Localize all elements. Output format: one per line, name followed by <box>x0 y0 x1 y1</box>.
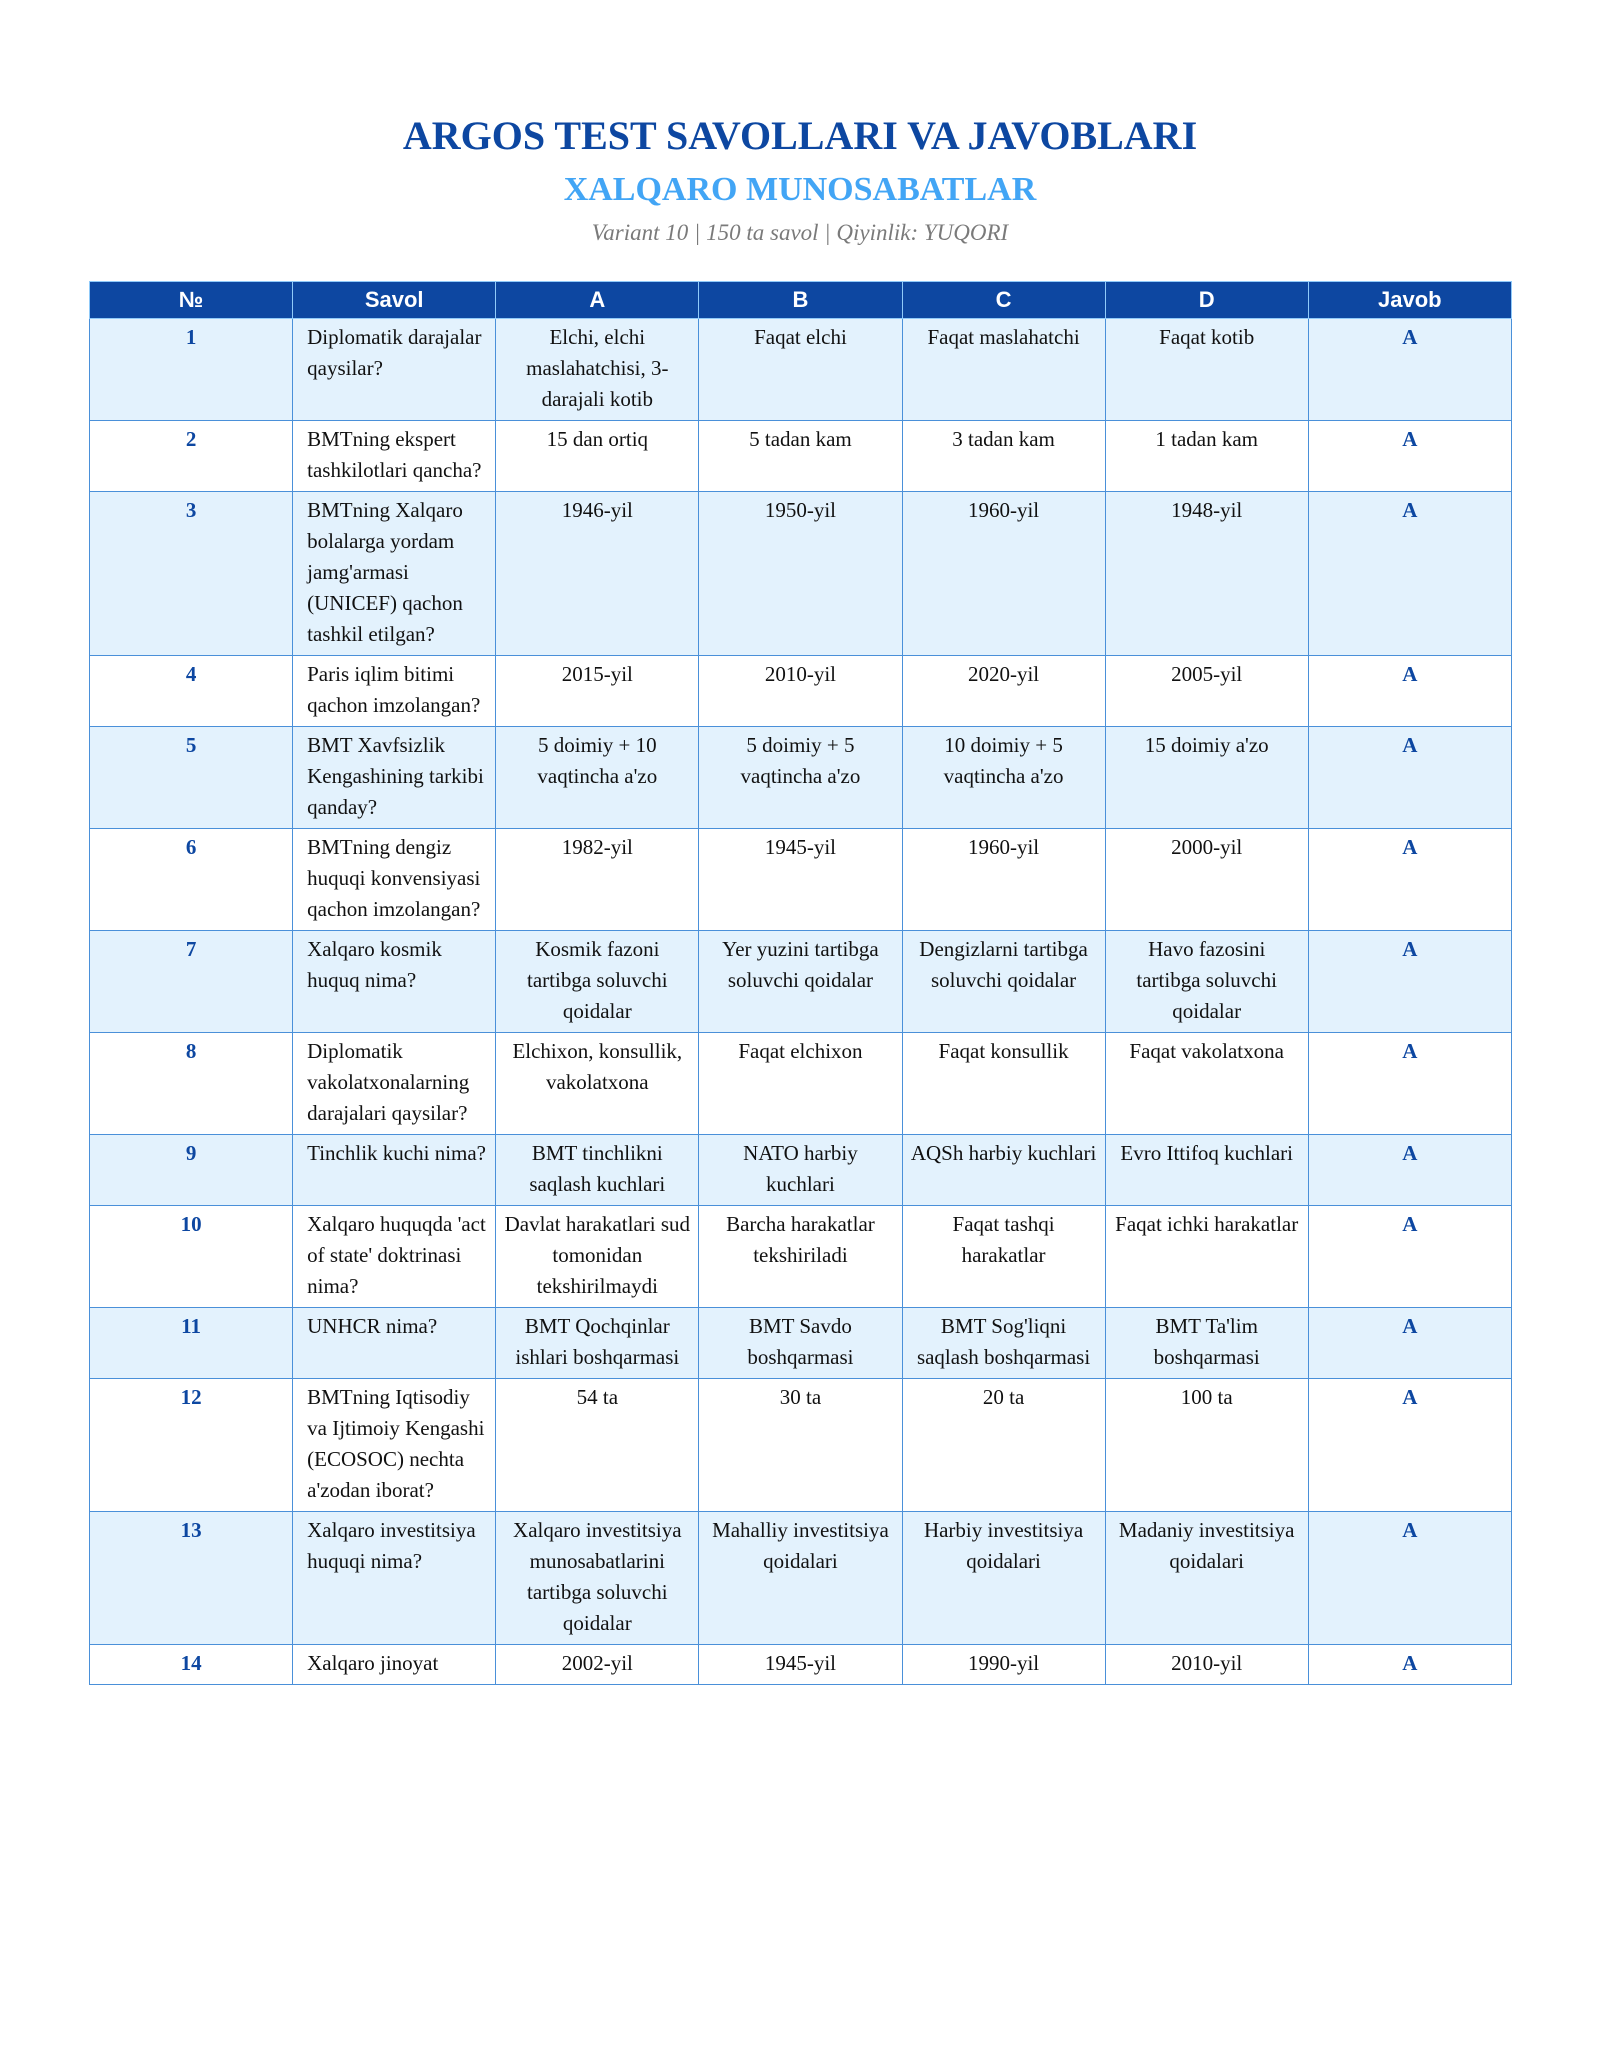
option-b: Yer yuzini tartibga soluvchi qoidalar <box>699 931 902 1033</box>
question-number: 13 <box>90 1512 293 1645</box>
table-row <box>90 492 1512 656</box>
question-text: BMTning dengiz huquqi konvensiyasi qachon imzolangan? <box>293 829 496 931</box>
question-text: BMT Xavfsizlik Kengashining tarkibi qanday? <box>293 727 496 829</box>
header-row <box>90 282 1512 319</box>
question-number: 12 <box>90 1379 293 1512</box>
option-b: 1945-yil <box>699 1645 902 1685</box>
option-a: 15 dan ortiq <box>496 421 699 492</box>
question-number: 8 <box>90 1033 293 1135</box>
question-text: Diplomatik darajalar qaysilar? <box>293 319 496 421</box>
option-a: BMT Qochqinlar ishlari boshqarmasi <box>496 1308 699 1379</box>
option-a: Elchixon, konsullik, vakolatxona <box>496 1033 699 1135</box>
table-row <box>90 1512 1512 1645</box>
option-c: Harbiy investitsiya qoidalari <box>902 1512 1105 1645</box>
option-a: Elchi, elchi maslahatchisi, 3-darajali kotib <box>496 319 699 421</box>
option-c: 10 doimiy + 5 vaqtincha a'zo <box>902 727 1105 829</box>
option-c: AQSh harbiy kuchlari <box>902 1135 1105 1206</box>
correct-answer: A <box>1308 1379 1511 1512</box>
header-question: Savol <box>293 282 496 319</box>
option-b: 5 tadan kam <box>699 421 902 492</box>
option-d: 2005-yil <box>1105 656 1308 727</box>
correct-answer: A <box>1308 1135 1511 1206</box>
option-a: 1982-yil <box>496 829 699 931</box>
question-number: 14 <box>90 1645 293 1685</box>
option-d: 15 doimiy a'zo <box>1105 727 1308 829</box>
question-text: Paris iqlim bitimi qachon imzolangan? <box>293 656 496 727</box>
option-c: Faqat konsullik <box>902 1033 1105 1135</box>
option-a: 2002-yil <box>496 1645 699 1685</box>
questions-table <box>89 281 1512 1685</box>
option-b: 30 ta <box>699 1379 902 1512</box>
table-row <box>90 421 1512 492</box>
correct-answer: A <box>1308 421 1511 492</box>
question-text: Tinchlik kuchi nima? <box>293 1135 496 1206</box>
question-text: Xalqaro jinoyat <box>293 1645 496 1685</box>
option-c: 1990-yil <box>902 1645 1105 1685</box>
option-a: 2015-yil <box>496 656 699 727</box>
question-number: 4 <box>90 656 293 727</box>
correct-answer: A <box>1308 1206 1511 1308</box>
option-d: 2000-yil <box>1105 829 1308 931</box>
option-d: BMT Ta'lim boshqarmasi <box>1105 1308 1308 1379</box>
table-row <box>90 1206 1512 1308</box>
option-b: 2010-yil <box>699 656 902 727</box>
question-number: 5 <box>90 727 293 829</box>
table-row <box>90 1308 1512 1379</box>
correct-answer: A <box>1308 931 1511 1033</box>
option-c: 1960-yil <box>902 829 1105 931</box>
option-b: Faqat elchixon <box>699 1033 902 1135</box>
option-c: 20 ta <box>902 1379 1105 1512</box>
option-d: 100 ta <box>1105 1379 1308 1512</box>
option-a: Xalqaro investitsiya munosabatlarini tartibga soluvchi qoidalar <box>496 1512 699 1645</box>
table-header <box>90 282 1512 319</box>
table-row <box>90 1645 1512 1685</box>
question-text: BMTning ekspert tashkilotlari qancha? <box>293 421 496 492</box>
question-number: 11 <box>90 1308 293 1379</box>
question-number: 9 <box>90 1135 293 1206</box>
option-d: Faqat ichki harakatlar <box>1105 1206 1308 1308</box>
correct-answer: A <box>1308 1645 1511 1685</box>
option-c: 2020-yil <box>902 656 1105 727</box>
option-d: Faqat kotib <box>1105 319 1308 421</box>
table-row <box>90 931 1512 1033</box>
option-a: BMT tinchlikni saqlash kuchlari <box>496 1135 699 1206</box>
option-d: 1948-yil <box>1105 492 1308 656</box>
correct-answer: A <box>1308 492 1511 656</box>
correct-answer: A <box>1308 319 1511 421</box>
table-row <box>90 319 1512 421</box>
question-text: Xalqaro investitsiya huquqi nima? <box>293 1512 496 1645</box>
option-d: Faqat vakolatxona <box>1105 1033 1308 1135</box>
option-d: 1 tadan kam <box>1105 421 1308 492</box>
header-option-a: A <box>496 282 699 319</box>
correct-answer: A <box>1308 829 1511 931</box>
header-answer: Javob <box>1308 282 1511 319</box>
correct-answer: A <box>1308 656 1511 727</box>
option-a: Kosmik fazoni tartibga soluvchi qoidalar <box>496 931 699 1033</box>
header-number: № <box>90 282 293 319</box>
option-d: 2010-yil <box>1105 1645 1308 1685</box>
option-b: Mahalliy investitsiya qoidalari <box>699 1512 902 1645</box>
question-number: 1 <box>90 319 293 421</box>
table-row <box>90 829 1512 931</box>
question-number: 3 <box>90 492 293 656</box>
question-text: BMTning Xalqaro bolalarga yordam jamg'armasi (UNICEF) qachon tashkil etilgan? <box>293 492 496 656</box>
question-text: BMTning Iqtisodiy va Ijtimoiy Kengashi (ECOSOC) nechta a'zodan iborat? <box>293 1379 496 1512</box>
header-option-d: D <box>1105 282 1308 319</box>
option-a: Davlat harakatlari sud tomonidan tekshirilmaydi <box>496 1206 699 1308</box>
option-a: 5 doimiy + 10 vaqtincha a'zo <box>496 727 699 829</box>
header-option-b: B <box>699 282 902 319</box>
document-page <box>89 0 1511 1675</box>
option-c: 1960-yil <box>902 492 1105 656</box>
question-number: 2 <box>90 421 293 492</box>
option-c: Faqat maslahatchi <box>902 319 1105 421</box>
question-number: 6 <box>90 829 293 931</box>
correct-answer: A <box>1308 1308 1511 1379</box>
option-c: BMT Sog'liqni saqlash boshqarmasi <box>902 1308 1105 1379</box>
option-d: Havo fazosini tartibga soluvchi qoidalar <box>1105 931 1308 1033</box>
document-subtitle: XALQARO MUNOSABATLAR <box>563 171 1037 208</box>
correct-answer: A <box>1308 727 1511 829</box>
question-number: 10 <box>90 1206 293 1308</box>
correct-answer: A <box>1308 1033 1511 1135</box>
document-title: ARGOS TEST SAVOLLARI VA JAVOBLARI <box>402 113 1198 158</box>
table-row <box>90 727 1512 829</box>
table-body <box>90 319 1512 1685</box>
option-b: Faqat elchi <box>699 319 902 421</box>
question-number: 7 <box>90 931 293 1033</box>
question-text: UNHCR nima? <box>293 1308 496 1379</box>
document-meta: Variant 10 | 150 ta savol | Qiyinlik: YUQORI <box>591 220 1009 245</box>
header-option-c: C <box>902 282 1105 319</box>
question-text: Xalqaro kosmik huquq nima? <box>293 931 496 1033</box>
option-b: Barcha harakatlar tekshiriladi <box>699 1206 902 1308</box>
table-row <box>90 1033 1512 1135</box>
option-c: Faqat tashqi harakatlar <box>902 1206 1105 1308</box>
option-c: 3 tadan kam <box>902 421 1105 492</box>
option-b: BMT Savdo boshqarmasi <box>699 1308 902 1379</box>
question-text: Xalqaro huquqda 'act of state' doktrinasi nima? <box>293 1206 496 1308</box>
table-row <box>90 1379 1512 1512</box>
option-a: 54 ta <box>496 1379 699 1512</box>
correct-answer: A <box>1308 1512 1511 1645</box>
option-d: Evro Ittifoq kuchlari <box>1105 1135 1308 1206</box>
option-b: NATO harbiy kuchlari <box>699 1135 902 1206</box>
option-c: Dengizlarni tartibga soluvchi qoidalar <box>902 931 1105 1033</box>
option-a: 1946-yil <box>496 492 699 656</box>
question-text: Diplomatik vakolatxonalarning darajalari qaysilar? <box>293 1033 496 1135</box>
option-b: 5 doimiy + 5 vaqtincha a'zo <box>699 727 902 829</box>
table-row <box>90 656 1512 727</box>
option-b: 1950-yil <box>699 492 902 656</box>
option-d: Madaniy investitsiya qoidalari <box>1105 1512 1308 1645</box>
option-b: 1945-yil <box>699 829 902 931</box>
table-row <box>90 1135 1512 1206</box>
